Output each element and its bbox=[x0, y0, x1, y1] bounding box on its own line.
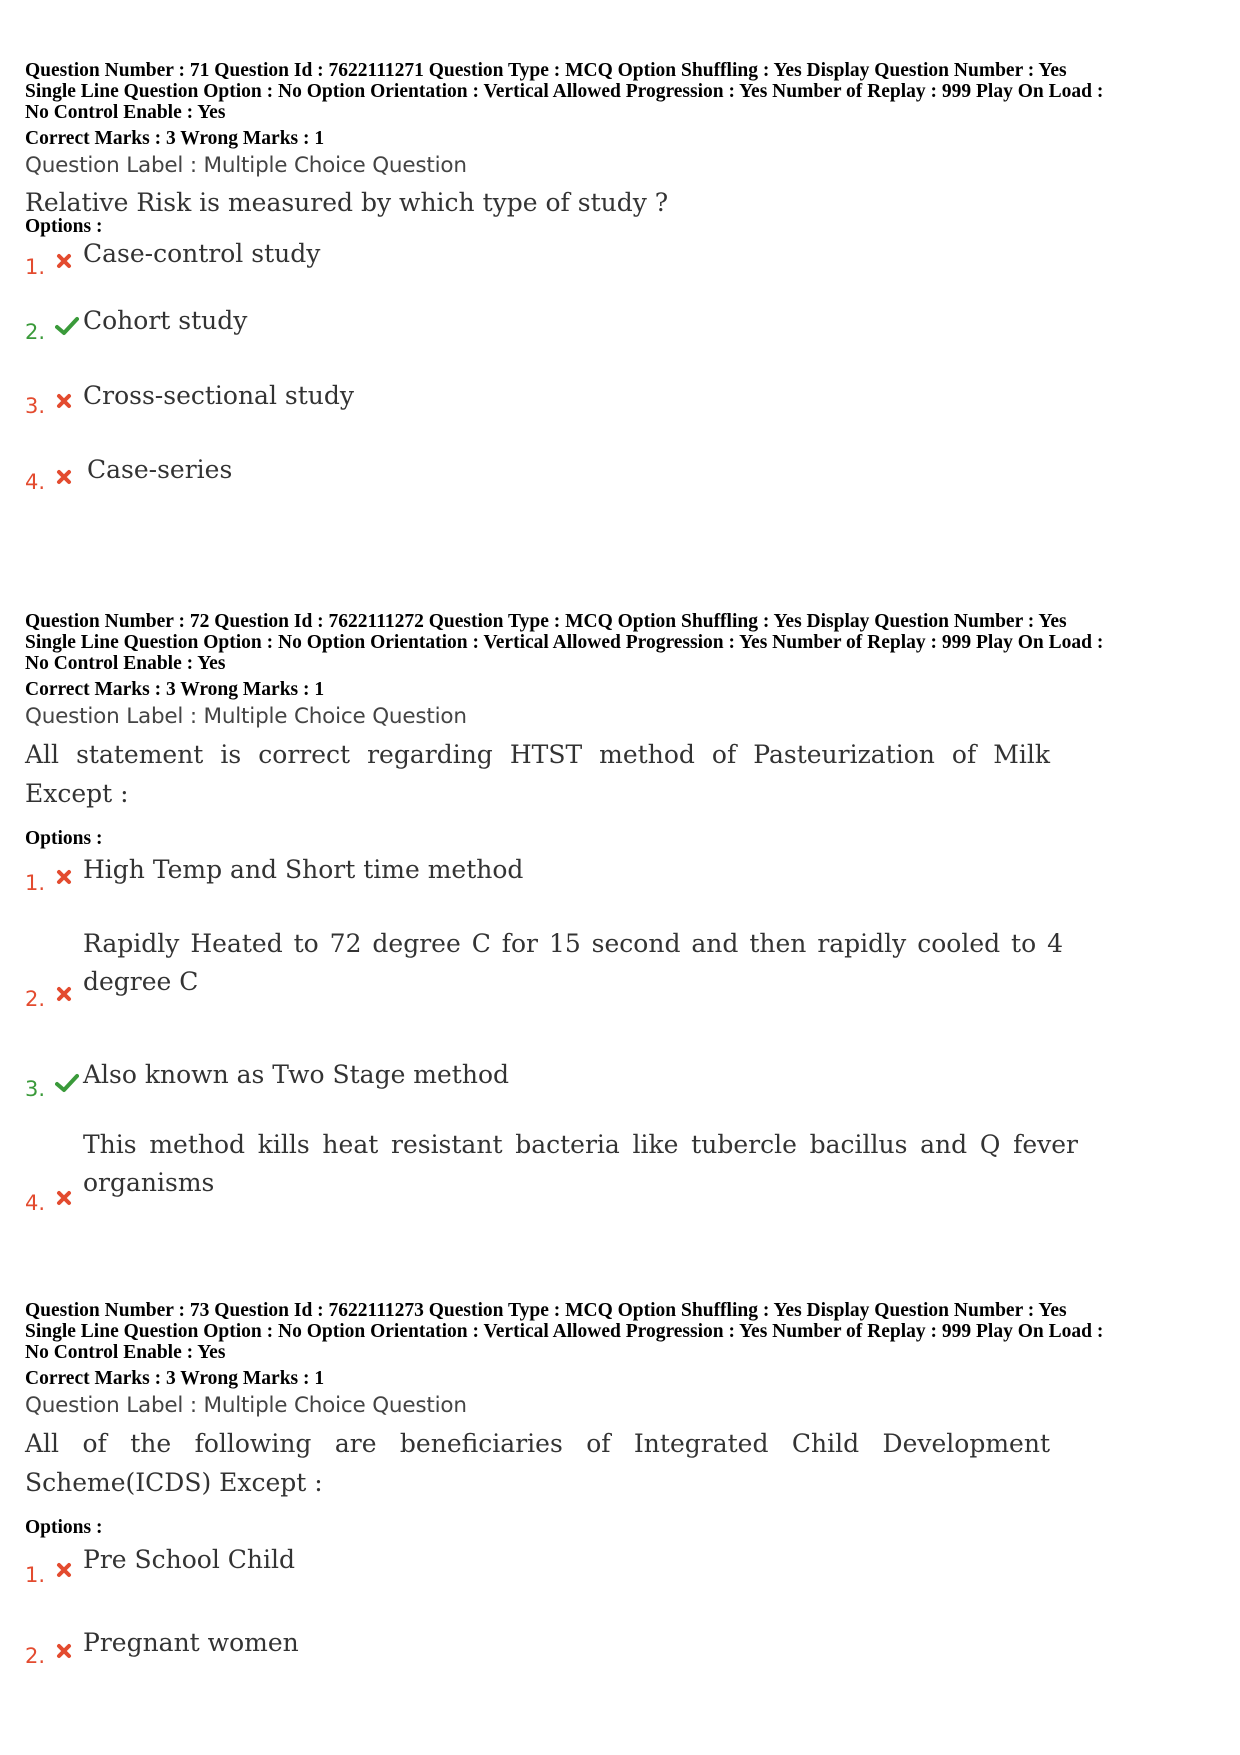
cross-icon bbox=[55, 252, 73, 270]
option-text: Cross-sectional study bbox=[83, 381, 355, 410]
meta-line-2: Single Line Question Option : No Option Orientation : Vertical Allowed Progression : Yes Number of Replay : 999 Play On Load : bbox=[25, 81, 1104, 102]
question-marks: Correct Marks : 3 Wrong Marks : 1 bbox=[25, 679, 325, 700]
option bbox=[25, 1130, 1125, 1226]
option-number: 4. bbox=[25, 1191, 46, 1215]
option-number: 4. bbox=[25, 470, 46, 494]
option bbox=[25, 240, 1125, 280]
meta-line-2: Single Line Question Option : No Option Orientation : Vertical Allowed Progression : Yes Number of Replay : 999 Play On Load : bbox=[25, 632, 1104, 653]
check-icon bbox=[55, 1073, 79, 1093]
option-number: 2. bbox=[25, 1644, 46, 1668]
option bbox=[25, 308, 1125, 348]
option-number: 3. bbox=[25, 394, 46, 418]
option bbox=[25, 855, 1125, 901]
question-71 bbox=[25, 60, 1220, 540]
option-text: Also known as Two Stage method bbox=[83, 1060, 510, 1089]
meta-line-3: No Control Enable : Yes bbox=[25, 1342, 226, 1363]
option-number: 2. bbox=[25, 320, 46, 344]
question-label: Question Label : Multiple Choice Question bbox=[25, 1393, 467, 1418]
question-marks: Correct Marks : 3 Wrong Marks : 1 bbox=[25, 128, 325, 149]
cross-icon bbox=[55, 868, 73, 886]
question-label: Question Label : Multiple Choice Question bbox=[25, 704, 467, 729]
question-label: Question Label : Multiple Choice Question bbox=[25, 153, 467, 178]
meta-line-2: Single Line Question Option : No Option Orientation : Vertical Allowed Progression : Yes Number of Replay : 999 Play On Load : bbox=[25, 1321, 1104, 1342]
option-text: High Temp and Short time method bbox=[83, 855, 524, 884]
meta-line-1: Question Number : 72 Question Id : 7622111272 Question Type : MCQ Option Shuffling : Yes Display Question Number : Yes bbox=[25, 611, 1067, 632]
option-text: Pregnant women bbox=[83, 1628, 299, 1657]
option-text: Pre School Child bbox=[83, 1545, 296, 1574]
cross-icon bbox=[55, 985, 73, 1003]
option-text: Case-series bbox=[87, 455, 233, 484]
question-73 bbox=[25, 1300, 1220, 1700]
question-meta bbox=[25, 1300, 1103, 1363]
option bbox=[25, 1628, 1125, 1673]
option-text: Rapidly Heated to 72 degree C for 15 second and then rapidly cooled to 4 degree C bbox=[83, 929, 1063, 996]
option-text: Cohort study bbox=[83, 306, 248, 335]
meta-line-1: Question Number : 71 Question Id : 7622111271 Question Type : MCQ Option Shuffling : Yes Display Question Number : Yes bbox=[25, 60, 1067, 81]
cross-icon bbox=[55, 1189, 73, 1207]
option-number: 2. bbox=[25, 987, 46, 1011]
option-number: 1. bbox=[25, 871, 46, 895]
option bbox=[25, 1545, 1125, 1590]
option-number: 1. bbox=[25, 255, 46, 279]
option-number: 3. bbox=[25, 1077, 46, 1101]
cross-icon bbox=[55, 1561, 73, 1579]
option bbox=[25, 455, 1125, 498]
meta-line-3: No Control Enable : Yes bbox=[25, 102, 226, 123]
option bbox=[25, 931, 1125, 1021]
options-label: Options : bbox=[25, 828, 103, 849]
cross-icon bbox=[55, 392, 73, 410]
cross-icon bbox=[55, 468, 73, 486]
question-marks: Correct Marks : 3 Wrong Marks : 1 bbox=[25, 1368, 325, 1389]
options-label: Options : bbox=[25, 1517, 103, 1538]
option-number: 1. bbox=[25, 1563, 46, 1587]
option bbox=[25, 382, 1125, 422]
question-meta bbox=[25, 611, 1103, 674]
question-72 bbox=[25, 611, 1220, 1231]
meta-line-3: No Control Enable : Yes bbox=[25, 653, 226, 674]
meta-line-1: Question Number : 73 Question Id : 7622111273 Question Type : MCQ Option Shuffling : Yes Display Question Number : Yes bbox=[25, 1300, 1067, 1321]
question-text: All of the following are beneficiaries of Integrated Child Development Scheme(ICDS) Except : bbox=[25, 1429, 1050, 1497]
question-text: All statement is correct regarding HTST method of Pasteurization of Milk Except : bbox=[25, 740, 1050, 808]
cross-icon bbox=[55, 1642, 73, 1660]
question-meta bbox=[25, 60, 1103, 123]
option-text: Case-control study bbox=[83, 239, 321, 268]
options-label: Options : bbox=[25, 216, 103, 237]
option-text: This method kills heat resistant bacteria like tubercle bacillus and Q fever organisms bbox=[83, 1130, 1078, 1197]
option bbox=[25, 1060, 1125, 1106]
question-text: Relative Risk is measured by which type of study ? bbox=[25, 188, 669, 217]
check-icon bbox=[55, 316, 79, 336]
